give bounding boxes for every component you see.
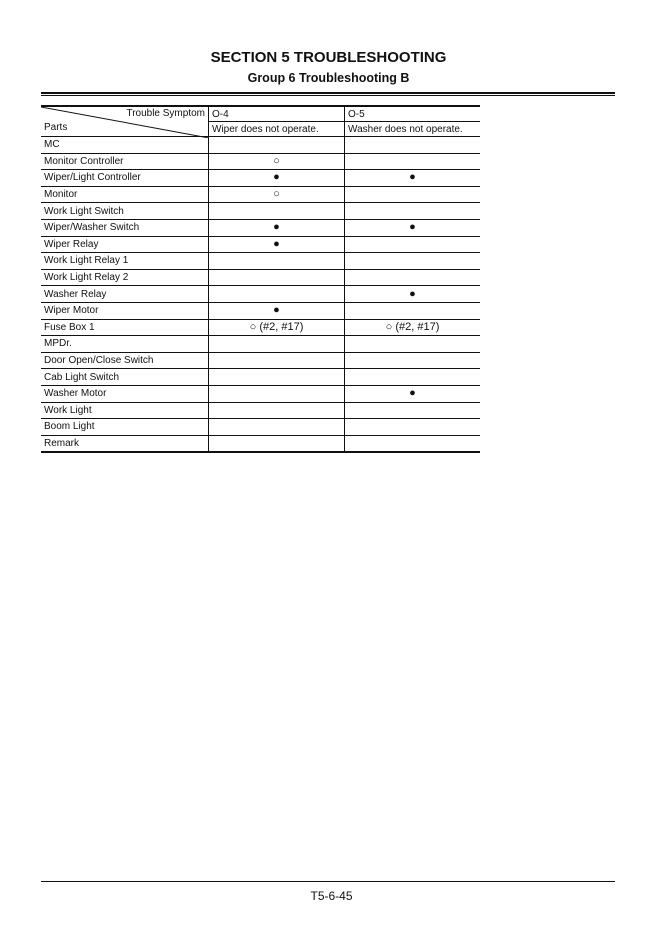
part-name: Wiper/Light Controller [41, 170, 209, 187]
table-row [41, 236, 480, 253]
section-title: SECTION 5 TROUBLESHOOTING [210, 49, 447, 66]
o5-cell [345, 336, 481, 353]
part-name: Monitor Controller [41, 153, 209, 170]
part-name: Fuse Box 1 [41, 319, 209, 336]
table-row [41, 369, 480, 386]
o4-cell [209, 269, 345, 286]
table-row [41, 203, 480, 220]
o4-cell [209, 385, 345, 402]
o4-cell [209, 137, 345, 154]
o4-cell: ● [209, 302, 345, 319]
o5-cell: ● [345, 286, 481, 303]
column-symptom-o4: Wiper does not operate. [209, 122, 345, 137]
part-name: Cab Light Switch [41, 369, 209, 386]
o4-cell: ● [209, 236, 345, 253]
table-row [41, 319, 480, 336]
o5-cell [345, 302, 481, 319]
o4-cell [209, 336, 345, 353]
table-row [41, 269, 480, 286]
o5-cell [345, 435, 481, 452]
part-name: Door Open/Close Switch [41, 352, 209, 369]
o4-cell [209, 286, 345, 303]
header-divider [41, 92, 615, 96]
o5-cell [345, 269, 481, 286]
footer-divider [41, 881, 615, 882]
table-row [41, 352, 480, 369]
table-row [41, 336, 480, 353]
o5-cell [345, 419, 481, 436]
page-number: T5-6-45 [310, 889, 353, 903]
table-row [41, 302, 480, 319]
part-name: Remark [41, 435, 209, 452]
o4-cell: ● [209, 219, 345, 236]
column-symptom-o5: Washer does not operate. [345, 122, 481, 137]
column-code-o5: O-5 [345, 106, 481, 122]
o5-cell [345, 236, 481, 253]
table-row [41, 385, 480, 402]
table-row [41, 286, 480, 303]
o4-cell [209, 369, 345, 386]
group-title: Group 6 Troubleshooting B [247, 71, 410, 85]
table-row [41, 153, 480, 170]
o4-cell [209, 435, 345, 452]
part-name: Wiper Motor [41, 302, 209, 319]
part-name: MPDr. [41, 336, 209, 353]
o5-cell: ● [345, 219, 481, 236]
o4-cell: ○ (#2, #17) [209, 319, 345, 336]
trouble-symptom-label: Trouble Symptom [126, 108, 205, 119]
table-row [41, 435, 480, 452]
column-code-o4: O-4 [209, 106, 345, 122]
o4-cell [209, 352, 345, 369]
o5-cell [345, 253, 481, 270]
o5-cell: ● [345, 170, 481, 187]
part-name: MC [41, 137, 209, 154]
o4-cell: ● [209, 170, 345, 187]
table-row [41, 419, 480, 436]
parts-label: Parts [44, 122, 68, 133]
part-name: Washer Motor [41, 385, 209, 402]
o5-cell [345, 153, 481, 170]
o4-cell [209, 253, 345, 270]
o5-cell [345, 402, 481, 419]
o5-cell [345, 203, 481, 220]
part-name: Wiper/Washer Switch [41, 219, 209, 236]
o5-cell: ○ (#2, #17) [345, 319, 481, 336]
part-name: Work Light Relay 2 [41, 269, 209, 286]
part-name: Monitor [41, 186, 209, 203]
table-row [41, 219, 480, 236]
part-name: Washer Relay [41, 286, 209, 303]
o4-cell: ○ [209, 153, 345, 170]
o5-cell: ● [345, 385, 481, 402]
o5-cell [345, 186, 481, 203]
o5-cell [345, 137, 481, 154]
part-name: Work Light [41, 402, 209, 419]
part-name: Wiper Relay [41, 236, 209, 253]
part-name: Boom Light [41, 419, 209, 436]
o4-cell [209, 402, 345, 419]
corner-header-cell [41, 106, 209, 137]
o4-cell [209, 419, 345, 436]
o5-cell [345, 352, 481, 369]
table-row [41, 137, 480, 154]
part-name: Work Light Switch [41, 203, 209, 220]
table-row [41, 402, 480, 419]
table-row [41, 253, 480, 270]
table-row [41, 186, 480, 203]
o5-cell [345, 369, 481, 386]
part-name: Work Light Relay 1 [41, 253, 209, 270]
o4-cell: ○ [209, 186, 345, 203]
troubleshooting-table [41, 105, 480, 453]
table-row [41, 170, 480, 187]
o4-cell [209, 203, 345, 220]
